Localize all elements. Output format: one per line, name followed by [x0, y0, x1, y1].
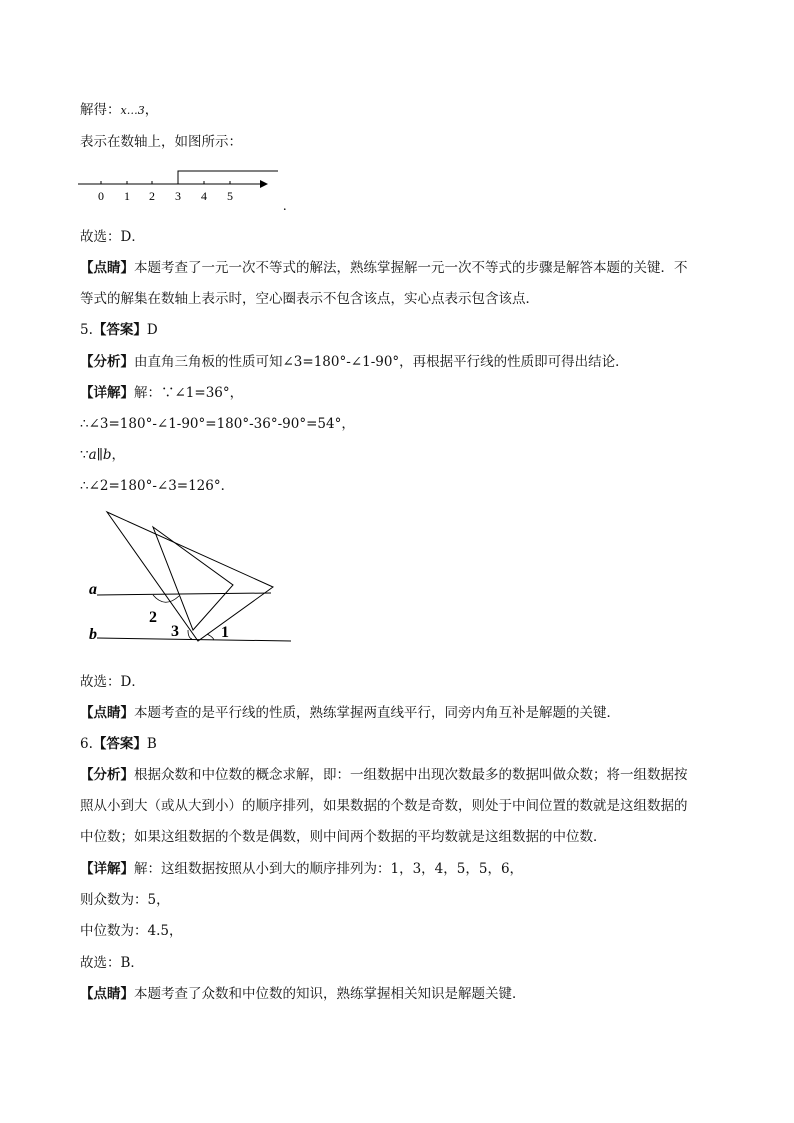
answer-value: B: [146, 736, 157, 752]
comment-line: [80, 259, 688, 277]
detail-line: [80, 384, 243, 402]
analysis-line: [80, 766, 688, 784]
analysis-tag: 【分析】: [80, 354, 134, 370]
detail-line: [80, 860, 523, 878]
result-line: ∴∠2=180°-∠3=126°．: [80, 478, 235, 494]
tick-label-5: 5: [227, 189, 233, 203]
tick-label-4: 4: [201, 189, 207, 203]
parallel-line: [80, 446, 125, 464]
text: ，: [144, 102, 159, 118]
step-line: ∴∠3=180°-∠1-90°=180°-36°-90°=54°，: [80, 416, 355, 432]
triangle-figure: [85, 508, 300, 648]
tick-label-3: 3: [175, 189, 181, 203]
answer-tag: 【答案】: [92, 736, 147, 752]
comment-tag: 【点睛】: [80, 705, 134, 721]
answer-value: D: [146, 322, 158, 338]
median-line: 中位数为：4.5，: [80, 923, 183, 939]
number-line-figure: [78, 166, 293, 216]
analysis-line-cont: 中位数；如果这组数据的个数是偶数，则中间两个数据的平均数就是这组数据的中位数．: [80, 829, 607, 845]
comment-tag: 【点睛】: [80, 986, 134, 1002]
analysis-line-cont: 照从小到大（或从大到小）的顺序排列，如果数据的个数是奇数，则处于中间位置的数就是这组数据的: [80, 798, 688, 814]
comment-tag: 【点睛】: [80, 260, 134, 276]
choice-line: 故选：D．: [80, 229, 145, 245]
inequality-math: x…3: [120, 104, 145, 117]
angle-label-1: 1: [221, 624, 229, 641]
label-a: a: [89, 581, 97, 598]
comment-text: 本题考查了一元一次不等式的解法，熟练掌握解一元一次不等式的步骤是解答本题的关键．不: [134, 260, 688, 276]
angle-label-2: 2: [149, 609, 157, 626]
answer-line-5: [80, 321, 158, 339]
analysis-tag: 【分析】: [80, 767, 134, 783]
answer-tag: 【答案】: [92, 322, 147, 338]
tick-label-1: 1: [124, 189, 130, 203]
comment-text: 本题考查的是平行线的性质，熟练掌握两直线平行，同旁内角互补是解题的关键．: [134, 705, 620, 721]
choice-line: 故选：D．: [80, 674, 145, 690]
comment-line: [80, 985, 526, 1003]
label-b: b: [89, 626, 97, 643]
solution-line: [80, 101, 158, 120]
analysis-line: [80, 353, 629, 371]
analysis-text: 根据众数和中位数的概念求解，即：一组数据中出现次数最多的数据叫做众数；将一组数据按: [134, 767, 688, 783]
trailing-period: .: [283, 199, 287, 214]
line-b: [97, 638, 291, 641]
text: ，: [111, 447, 126, 463]
parallel-math: a∥b: [88, 447, 112, 463]
tick-label-2: 2: [149, 189, 155, 203]
choice-line: 故选：B．: [80, 955, 144, 971]
comment-line: [80, 704, 620, 722]
set-square-inner: [153, 527, 233, 630]
angle-arc-1: [207, 634, 214, 640]
question-number: 5.: [80, 322, 93, 338]
detail-text: 解：这组数据按照从小到大的顺序排列为：1，3，4，5，5，6，: [134, 861, 524, 877]
mode-line: 则众数为：5，: [80, 892, 170, 908]
detail-text: 解：∵∠1=36°，: [134, 385, 244, 401]
text: ∵: [80, 447, 89, 463]
number-line-intro: 表示在数轴上，如图所示：: [80, 134, 242, 150]
line-a: [97, 593, 271, 595]
question-number: 6.: [80, 736, 93, 752]
axis-arrow: [260, 180, 268, 188]
comment-line-cont: 等式的解集在数轴上表示时，空心圈表示不包含该点，实心点表示包含该点．: [80, 291, 539, 307]
analysis-text: 由直角三角板的性质可知∠3=180°-∠1-90°，再根据平行线的性质即可得出结论．: [134, 354, 629, 370]
detail-tag: 【详解】: [80, 385, 134, 401]
answer-line-6: [80, 735, 157, 753]
comment-text: 本题考查了众数和中位数的知识，熟练掌握相关知识是解题关键．: [134, 986, 526, 1002]
tick-label-0: 0: [98, 189, 104, 203]
angle-label-3: 3: [171, 623, 179, 640]
detail-tag: 【详解】: [80, 861, 134, 877]
text: 解得：: [80, 102, 121, 118]
